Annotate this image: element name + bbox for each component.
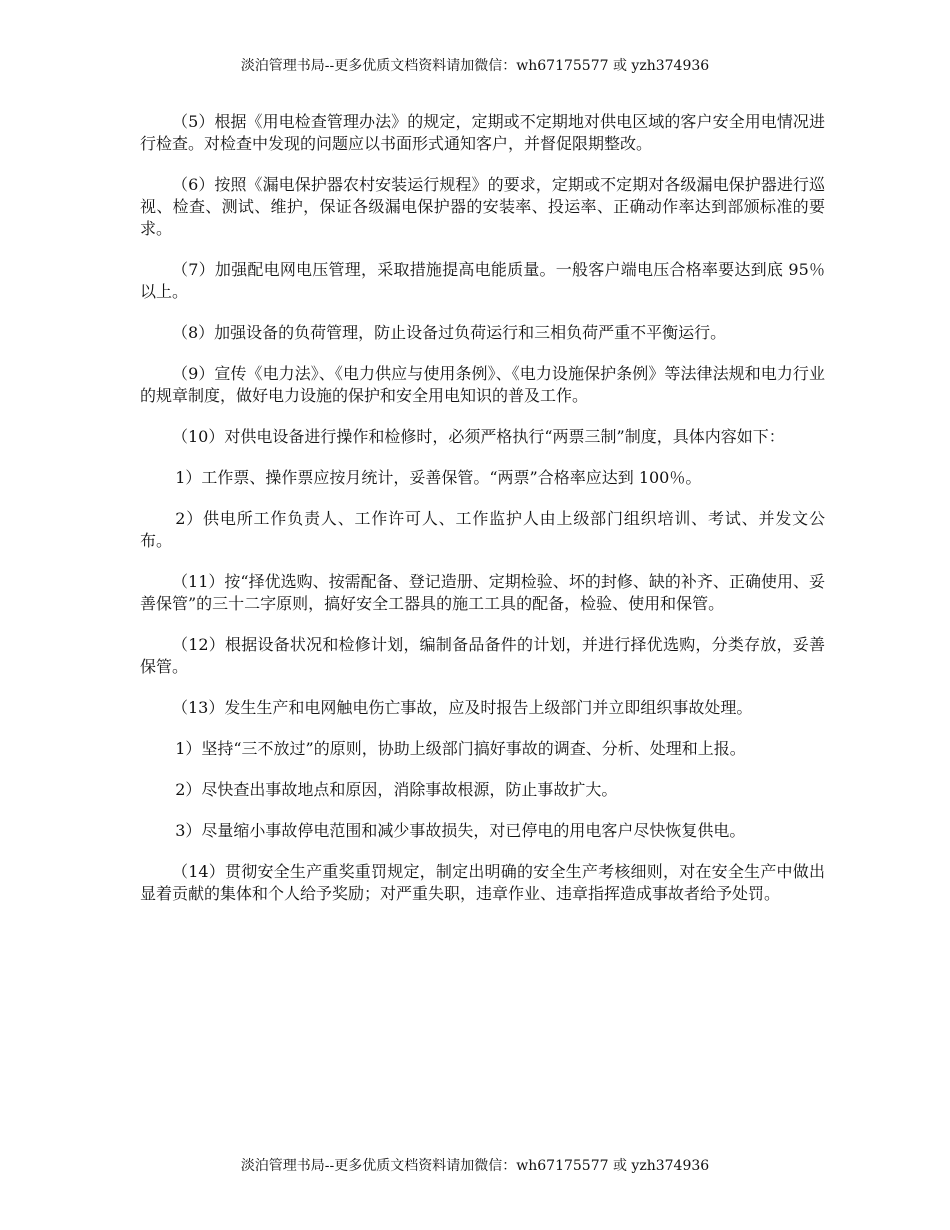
paragraph-item-8: （8）加强设备的负荷管理，防止设备过负荷运行和三相负荷严重不平衡运行。 [172,323,727,342]
paragraph-item-12: （12）根据设备状况和检修计划，编制备品备件的计划，并进行择优选购，分类存放，妥善保管。 [140,635,825,676]
paragraph-item-5: （5）根据《用电检查管理办法》的规定，定期或不定期地对供电区域的客户安全用电情况进行检查。对检查中发现的问题应以书面形式通知客户，并督促限期整改。 [140,112,825,153]
paragraph-subitem-13-1: 1）坚持“三不放过”的原则，协助上级部门搞好事故的调查、分析、处理和上报。 [175,739,746,758]
paragraph-item-11: （11）按“择优选购、按需配备、登记造册、定期检验、坏的封修、缺的补齐、正确使用、妥善保管”的三十二字原则，搞好安全工器具的施工工具的配备，检验、使用和保管。 [140,572,825,613]
paragraph-item-10: （10）对供电设备进行操作和检修时，必须严格执行“两票三制”制度，具体内容如下： [172,427,785,446]
paragraph-subitem-10-2: 2）供电所工作负责人、工作许可人、工作监护人由上级部门组织培训、考试、并发文公布。 [140,509,825,550]
paragraph-item-13: （13）发生生产和电网触电伤亡事故，应及时报告上级部门并立即组织事故处理。 [172,698,753,717]
paragraph-item-7: （7）加强配电网电压管理，采取措施提高电能质量。一般客户端电压合格率要达到底 95％以上。 [140,260,825,301]
page-footer: 淡泊管理书局--更多优质文档资料请加微信：wh67175577 或 yzh374936 [240,1158,710,1174]
paragraph-item-14: （14）贯彻安全生产重奖重罚规定，制定出明确的安全生产考核细则，对在安全生产中做出显着贡献的集体和个人给予奖励；对严重失职，违章作业、违章指挥造成事故者给予处罚。 [140,862,825,903]
page-header: 淡泊管理书局--更多优质文档资料请加微信：wh67175577 或 yzh374936 [240,58,710,74]
document-body [140,111,825,924]
paragraph-subitem-13-2: 2）尽快查出事故地点和原因，消除事故根源，防止事故扩大。 [175,780,618,799]
paragraph-subitem-10-1: 1）工作票、操作票应按月统计，妥善保管。“两票”合格率应达到 100％。 [175,468,702,487]
paragraph-item-6: （6）按照《漏电保护器农村安装运行规程》的要求，定期或不定期对各级漏电保护器进行巡视、检查、测试、维护，保证各级漏电保护器的安装率、投运率、正确动作率达到部颁标准的要求。 [140,175,825,238]
paragraph-subitem-13-3: 3）尽量缩小事故停电范围和减少事故损失，对已停电的用电客户尽快恢复供电。 [175,821,746,840]
paragraph-item-9: （9）宣传《电力法》、《电力供应与使用条例》、《电力设施保护条例》等法律法规和电力行业的规章制度，做好电力设施的保护和安全用电知识的普及工作。 [140,364,825,405]
